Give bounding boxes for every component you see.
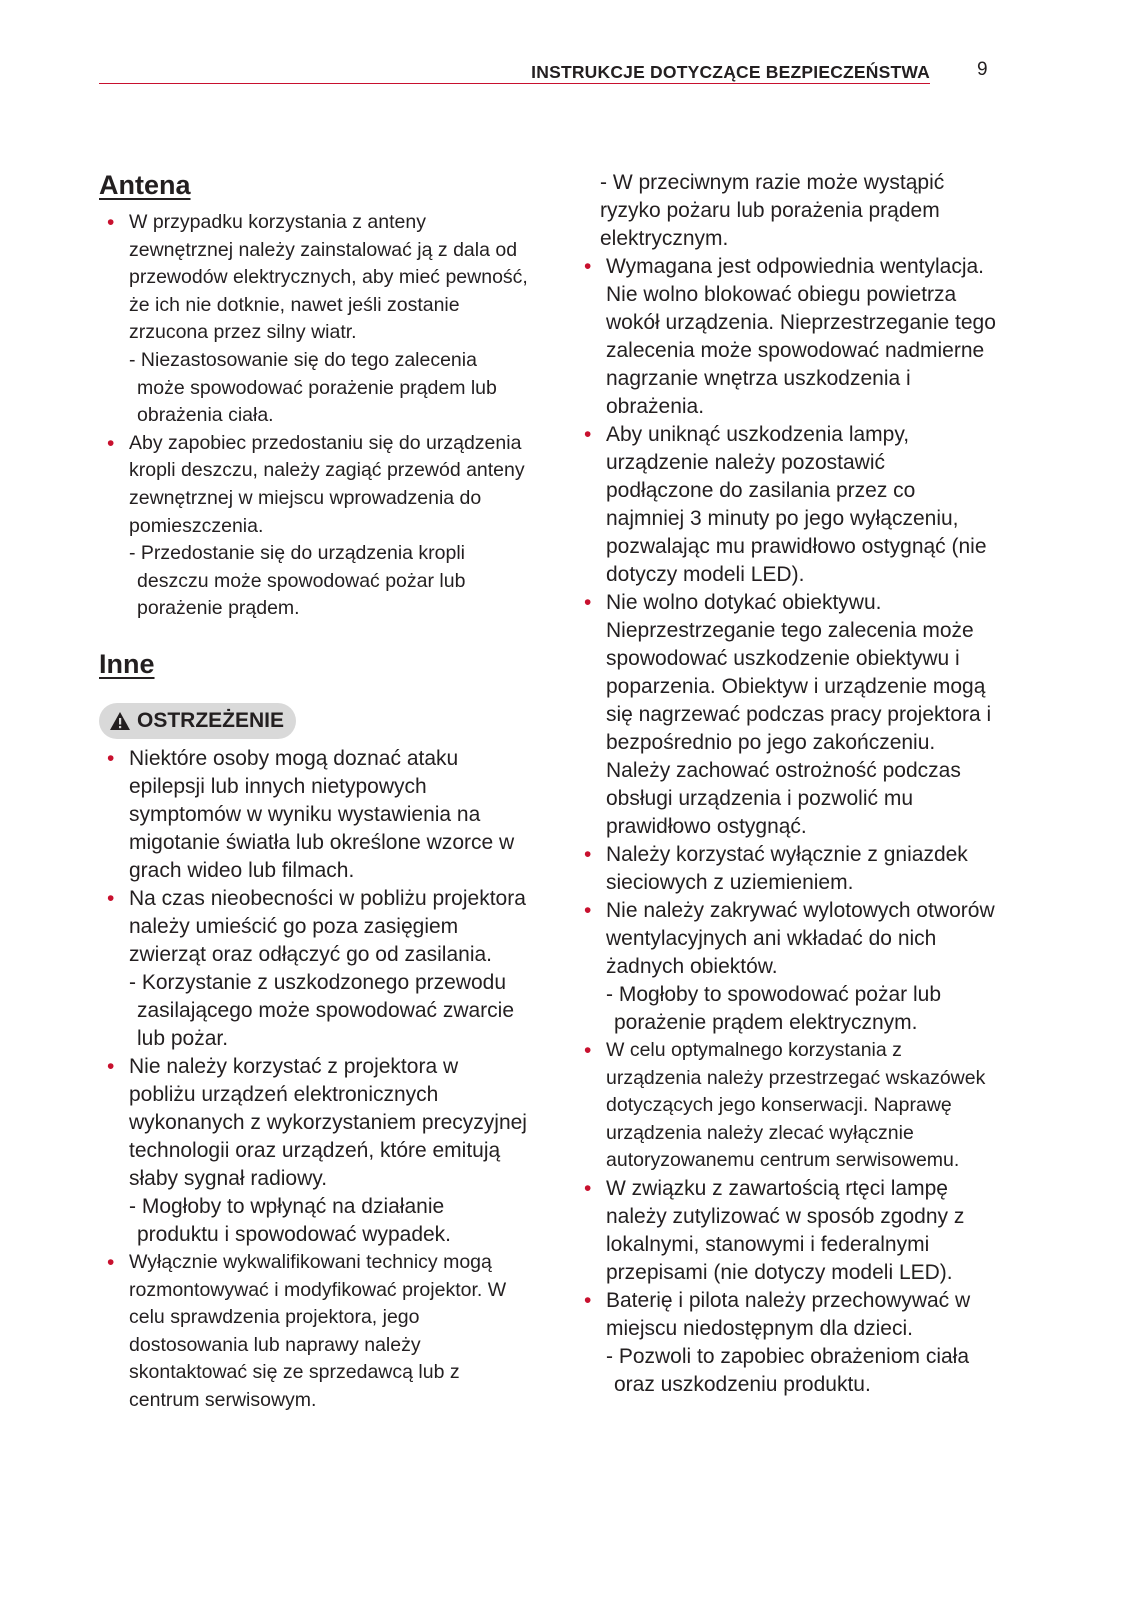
- list-item: [576, 1175, 996, 1287]
- list-item-note: - Przedostanie się do urządzenia kropli deszczu może spowodować pożar lub porażenie prądem.: [129, 542, 466, 620]
- list-item-note: - Pozwoli to zapobiec obrażeniom ciała oraz uszkodzeniu produktu.: [606, 1344, 970, 1396]
- list-item-text: Nie należy korzystać z projektora w pobliżu urządzeń elektronicznych wykonanych z wykorzystaniem precyzyjnej technologii oraz urządzeń, które emitują słaby sygnał radiowy.: [129, 1054, 527, 1190]
- section-title-inne: Inne: [99, 648, 155, 679]
- list-item: [576, 589, 996, 841]
- left-column: [99, 168, 529, 1414]
- right-list-end: [576, 1175, 996, 1399]
- list-item-text: W związku z zawartością rtęci lampę należy zutylizować w sposób zgodny z lokalnymi, stanowymi i federalnymi przepisami (nie dotyczy modeli LED).: [606, 1176, 965, 1284]
- list-item: [99, 885, 529, 1053]
- bullet-icon: •: [107, 211, 115, 234]
- list-item-text: Należy korzystać wyłącznie z gniazdek sieciowych z uziemieniem.: [606, 843, 968, 894]
- warning-label: OSTRZEŻENIE: [137, 708, 285, 732]
- bullet-icon: •: [107, 1054, 115, 1078]
- right-list-small: [576, 1037, 996, 1175]
- list-item-text: Wyłącznie wykwalifikowani technicy mogą rozmontowywać i modyfikować projektor. W celu sprawdzenia projektora, jego dostosowania lub naprawy należy skontaktować się ze sprzedawcą lub z centrum serwisowym.: [129, 1250, 507, 1411]
- bullet-icon: •: [584, 843, 592, 866]
- bullet-icon: •: [107, 431, 115, 455]
- list-item-text: W celu optymalnego korzystania z urządzenia należy przestrzegać wskazówek dotyczących jego konserwacji. Naprawę urządzenia należy zlecać wyłącznie autoryzowanemu centrum serwisowemu.: [606, 1039, 986, 1172]
- list-item: [99, 209, 529, 430]
- antena-list: [99, 209, 529, 623]
- list-item: [99, 745, 529, 885]
- list-item-text: Aby zapobiec przedostaniu się do urządzenia kropli deszczu, należy zagiąć przewód anteny zewnętrznej w miejscu wprowadzenia do pomieszczenia.: [129, 431, 525, 537]
- right-list: [576, 253, 996, 1037]
- bullet-icon: •: [584, 591, 592, 614]
- bullet-icon: •: [107, 1250, 115, 1274]
- list-item: [99, 1053, 529, 1249]
- list-item-text: Niektóre osoby mogą doznać ataku epilepsji lub innych nietypowych symptomów w wyniku wystawienia na migotanie światła lub określone wzorce w grach wideo lub filmach.: [129, 746, 515, 882]
- bullet-icon: •: [584, 1288, 592, 1312]
- list-item: [576, 421, 996, 589]
- list-item-text: Wymagana jest odpowiednia wentylacja. Nie wolno blokować obiegu powietrza wokół urządzenia. Nieprzestrzeganie tego zalecenia może spowodować nadmierne nagrzanie wnętrza uszkodzenia i obrażenia.: [606, 255, 996, 418]
- list-item-text: Nie należy zakrywać wylotowych otworów wentylacyjnych ani wkładać do nich żadnych obiektów.: [606, 899, 995, 978]
- bullet-icon: •: [107, 746, 115, 770]
- list-item-text: Baterię i pilota należy przechowywać w miejscu niedostępnym dla dzieci.: [606, 1288, 971, 1340]
- list-item: [576, 1037, 996, 1175]
- inne-list: [99, 745, 529, 1249]
- list-item: [99, 430, 529, 623]
- warning-triangle-icon: [109, 711, 131, 731]
- bullet-icon: •: [584, 1176, 592, 1200]
- inne-list-continued: [99, 1249, 529, 1415]
- page-number: 9: [977, 59, 988, 80]
- list-item-text: Nie wolno dotykać obiektywu. Nieprzestrzeganie tego zalecenia może spowodować uszkodzenie obiektywu i poparzenia. Obiektyw i urządzenie mogą się nagrzewać podczas pracy projektora i bezpośrednio po jego zakończeniu. Należy zachować ostrożność podczas obsługi urządzenia i pozwolić mu prawidłowo ostygnąć.: [606, 591, 992, 838]
- list-item: [576, 1287, 996, 1399]
- bullet-icon: •: [584, 423, 592, 446]
- right-column: [576, 169, 996, 1399]
- list-item-text: Na czas nieobecności w pobliżu projektora należy umieścić go poza zasięgiem zwierząt oraz odłączyć go od zasilania.: [129, 886, 526, 966]
- list-item-note: - Korzystanie z uszkodzonego przewodu zasilającego może spowodować zwarcie lub pożar.: [129, 970, 515, 1050]
- list-item-text: W przypadku korzystania z anteny zewnętrznej należy zainstalować ją z dala od przewodów elektrycznych, aby mieć pewność, że ich nie dotknie, nawet jeśli zostanie zrzucona przez silny wiatr.: [129, 211, 528, 344]
- running-header-title: INSTRUKCJE DOTYCZĄCE BEZPIECZEŃSTWA: [531, 62, 930, 82]
- continued-note: - W przeciwnym razie może wystąpić ryzyko pożaru lub porażenia prądem elektrycznym.: [600, 171, 945, 250]
- header-divider: [99, 83, 930, 84]
- warning-badge: [99, 703, 296, 739]
- list-item: [576, 897, 996, 1037]
- bullet-icon: •: [584, 1039, 592, 1062]
- list-item: [576, 253, 996, 421]
- list-item-note: - Mogłoby to spowodować pożar lub porażenie prądem elektrycznym.: [606, 983, 942, 1034]
- bullet-icon: •: [584, 899, 592, 922]
- list-item-note: - Niezastosowanie się do tego zalecenia może spowodować porażenie prądem lub obrażenia ciała.: [129, 348, 497, 427]
- list-item: [99, 1249, 529, 1415]
- section-title-antena: Antena: [99, 170, 191, 200]
- bullet-icon: •: [107, 886, 115, 910]
- bullet-icon: •: [584, 255, 592, 278]
- list-item: [576, 841, 996, 897]
- list-item-text: Aby uniknąć uszkodzenia lampy, urządzenie należy pozostawić podłączone do zasilania przez co najmniej 3 minuty po jego wyłączeniu, pozwalając mu prawidłowo ostygnąć (nie dotyczy modeli LED).: [606, 423, 987, 586]
- list-item-note: - Mogłoby to wpłynąć na działanie produktu i spowodować wypadek.: [129, 1194, 452, 1246]
